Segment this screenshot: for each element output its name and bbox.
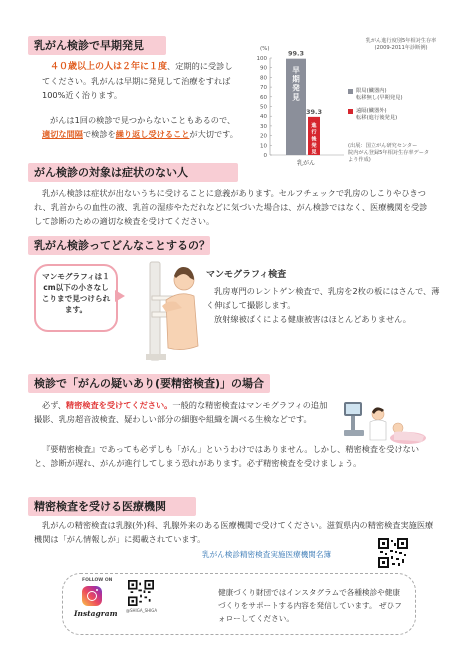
- paragraph-text: 乳がん検診は症状が出ないうちに受けることに意義があります。セルフチェックで乳房のしこりやひきつれ、乳首からの血性の液、乳首の湿疹やただれなどに気づいた場合は、がん検診ではなく、医療機関を受診して診断のための適切な検査を受けてください。: [34, 188, 428, 226]
- mammography-title: マンモグラフィ検査: [206, 270, 287, 280]
- bar-inner-label-char: 期: [292, 74, 300, 84]
- legend-item-early: [348, 88, 403, 102]
- header-text: 精密検査を受ける医療機関: [34, 500, 166, 513]
- paragraph-text: 、定期的に受診してください。乳がんは早期に発見して治療をすれば100%近く治ります。: [42, 61, 233, 100]
- follow-on-label: FOLLOW ON: [82, 578, 113, 583]
- y-tick-label: 40: [260, 114, 267, 121]
- legend-item-late: [348, 108, 403, 122]
- suspected-paragraph-1: [34, 398, 334, 426]
- y-tick-label: 60: [260, 94, 267, 101]
- paragraph-text: 乳がんの精密検査は乳腺(外)科、乳腺外来のある医療機関で受けてください。滋賀県内の精密検査実施医療機関は「がん情報しが」に掲載されています。: [34, 520, 434, 544]
- mammography-description: [206, 268, 444, 326]
- bar-inner-label-char: 後: [311, 136, 317, 143]
- section-header-what-is-screening: [28, 236, 210, 255]
- bar-value-label: 39.3: [305, 107, 323, 116]
- y-tick-label: 50: [260, 104, 267, 111]
- chart-title: [346, 38, 456, 52]
- y-tick-label: 0: [263, 153, 267, 159]
- bubble-text: マンモグラフィは１cm以下の小さなしこりまで見つけられます。: [41, 272, 111, 314]
- section-header-target: [28, 163, 238, 182]
- bar-inner-label-char: 発: [292, 83, 300, 93]
- mammography-body-1: 乳房専門のレントゲン検査で、乳房を2枚の板にはさんで、薄く伸ばして撮影します。: [206, 286, 440, 310]
- repeat-highlight: 繰り返し受けること: [115, 129, 190, 139]
- source-line: より作成): [348, 157, 371, 163]
- detailed-exam-highlight: 精密検査を受けてください。: [65, 400, 173, 410]
- target-paragraph: [34, 186, 434, 228]
- legend-swatch: [348, 109, 353, 114]
- y-tick-label: 20: [260, 133, 267, 140]
- institution-list-link[interactable]: [202, 548, 382, 562]
- legend-swatch: [348, 89, 353, 94]
- mammography-speech-bubble: [34, 264, 118, 332]
- y-tick-label: 100: [256, 56, 267, 62]
- age-interval-highlight: ４０歳以上の人は２年に１度: [50, 62, 168, 72]
- paragraph-text: 一般的な精密検査はマンモグラフィの追加撮影、乳房超音波検査、疑わしい部分の細胞や組織を調べる生検などです。: [34, 400, 328, 424]
- instagram-icon[interactable]: [82, 586, 102, 606]
- bar-value-label: 99.3: [287, 49, 305, 58]
- link-text[interactable]: 乳がん検診精密検査実施医療機関名簿: [202, 550, 332, 559]
- chart-title-line: (2009-2011年診断例): [374, 45, 428, 51]
- chart-title-line: 乳がん進行度別5年相対生存率: [365, 38, 437, 44]
- chart-legend: [348, 88, 403, 128]
- header-text: がん検診の対象は症状のない人: [34, 166, 188, 179]
- source-line: (出展：国立がん研究センター: [348, 143, 418, 149]
- source-line: 院内がん登録5年相対生存率データ: [348, 150, 430, 156]
- paragraph-text: で検診を: [82, 129, 116, 139]
- y-tick-label: 10: [260, 143, 267, 150]
- paragraph-text: 『要精密検査』であっても必ずしも「がん」というわけではありません。しかし、精密検査を受けないと、診断が遅れ、がんが進行してしまう恐れがあります。必ず精密検査を受けましょう。: [34, 444, 420, 468]
- instagram-qr-code[interactable]: [128, 580, 154, 606]
- legend-label: 限局(臓器内) 転移無し(早期発見): [356, 88, 403, 101]
- header-text: 乳がん検診ってどんなことするの？: [34, 239, 210, 252]
- chart-source: [348, 143, 456, 164]
- bar-inner-label-char: 早: [292, 65, 300, 75]
- header-text: 乳がん検診で早期発見: [34, 39, 144, 52]
- early-detection-paragraph-1: [42, 59, 240, 102]
- early-detection-paragraph-2: [42, 113, 240, 141]
- y-tick-label: 90: [260, 65, 267, 72]
- instagram-wordmark: Instagram: [74, 609, 118, 618]
- y-tick-label: 80: [260, 75, 267, 82]
- bar-inner-label-char: 行: [311, 129, 317, 136]
- paragraph-text: 必ず、: [42, 400, 66, 410]
- mammography-illustration: [122, 256, 200, 364]
- paragraph-text: がんは1回の検診で見つからないこともあるので、: [50, 115, 236, 125]
- instagram-account-label: @SHIGA_SHIGA: [126, 608, 158, 613]
- paragraph-text: が大切です。: [189, 129, 238, 139]
- bar-inner-label-char: 進: [311, 122, 317, 129]
- bar-inner-label-char: 発: [311, 142, 317, 149]
- y-tick-label: 30: [260, 123, 267, 130]
- bar-inner-label-char: 見: [292, 92, 300, 102]
- footer-text: [218, 586, 406, 625]
- y-tick-label: 70: [260, 85, 267, 92]
- x-category-label: 乳がん: [296, 160, 316, 167]
- institution-list-qr-code[interactable]: [378, 538, 408, 568]
- section-header-medical-institutions: [28, 497, 196, 516]
- y-axis-unit: (%): [260, 46, 270, 52]
- section-header-suspected-cancer: [28, 374, 270, 393]
- paragraph-text: 健康づくり財団ではインスタグラムで各種検診や健康づくりをサポートする内容を発信しています。 ぜひフォローしてください。: [218, 588, 402, 623]
- ultrasound-illustration: [338, 400, 428, 448]
- header-text: 検診で「がんの疑いあり(要精密検査)」の場合: [34, 377, 265, 390]
- institutions-paragraph: [34, 518, 434, 546]
- section-header-early-detection: [28, 36, 166, 55]
- mammography-body-2: 放射線被ばくによる健康被害はほとんどありません。: [214, 314, 411, 324]
- bar-inner-label-char: 見: [311, 149, 317, 156]
- interval-highlight: 適切な間隔: [42, 129, 83, 139]
- legend-label: 遠隔(臓器外) 転移(進行後発見): [356, 108, 398, 121]
